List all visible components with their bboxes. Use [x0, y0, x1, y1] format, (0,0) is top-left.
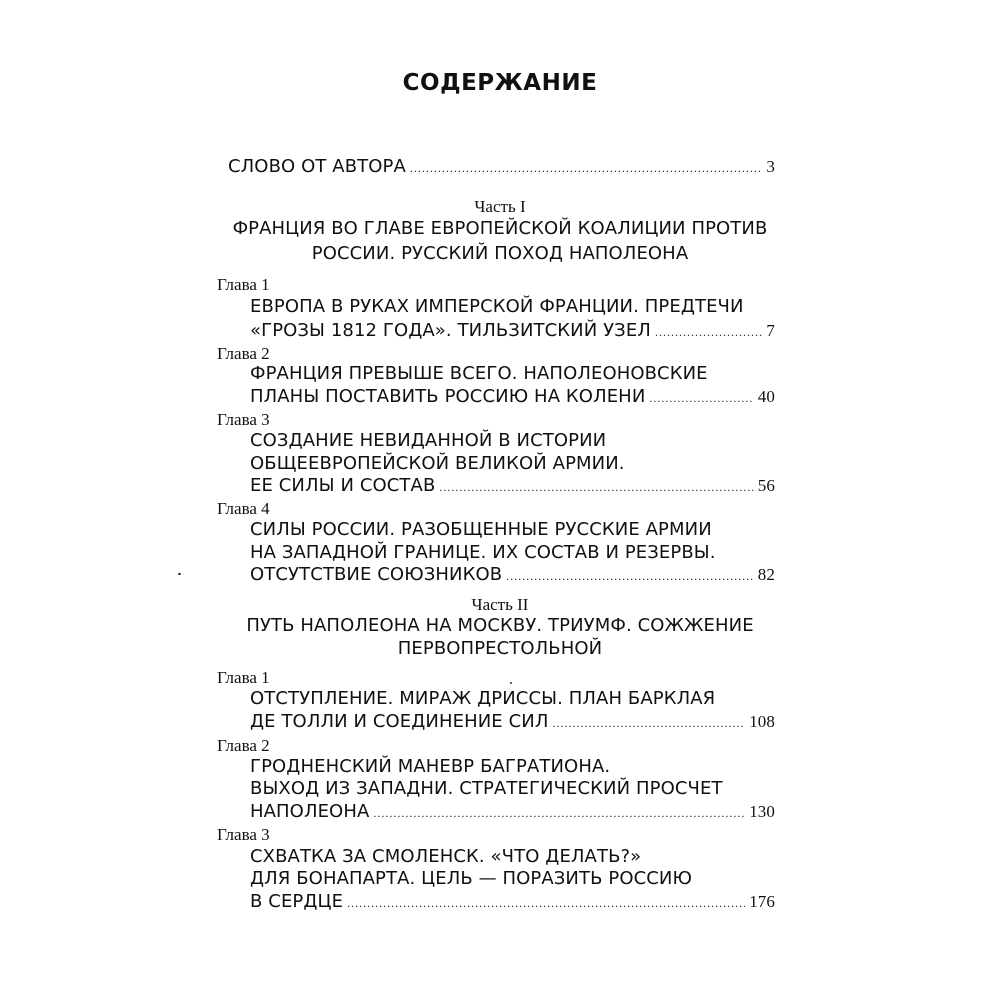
chapter-title-line: ЕЕ СИЛЫ И СОСТАВ — [250, 475, 436, 496]
toc-entry-chapter — [250, 566, 775, 584]
chapter-title-line: «ГРОЗЫ 1812 ГОДА». ТИЛЬЗИТСКИЙ УЗЕЛ — [250, 320, 651, 341]
page-title: СОДЕРЖАНИЕ — [402, 70, 598, 96]
page-number: 130 — [749, 802, 775, 821]
chapter-title-line: ОБЩЕЕВРОПЕЙСКОЙ ВЕЛИКОЙ АРМИИ. — [250, 453, 625, 474]
chapter-title-line: ДЕ ТОЛЛИ И СОЕДИНЕНИЕ СИЛ — [250, 711, 549, 732]
chapter-label: Глава 4 — [217, 499, 270, 518]
part-title-line: РОССИИ. РУССКИЙ ПОХОД НАПОЛЕОНА — [311, 243, 689, 264]
page-number: 108 — [749, 712, 775, 731]
part-label: Часть I — [474, 197, 526, 216]
page-number: 7 — [766, 321, 775, 340]
dot-leader — [439, 481, 753, 493]
chapter-label: Глава 3 — [217, 825, 270, 844]
page-number: 82 — [757, 565, 775, 584]
dot-leader — [347, 897, 745, 909]
part-title-line: ФРАНЦИЯ ВО ГЛАВЕ ЕВРОПЕЙСКОЙ КОАЛИЦИИ ПРОТИВ — [232, 218, 768, 239]
chapter-title-line: СХВАТКА ЗА СМОЛЕНСК. «ЧТО ДЕЛАТЬ?» — [250, 846, 642, 867]
toc-entry-label: СЛОВО ОТ АВТОРА — [228, 156, 406, 177]
toc-entry-chapter — [250, 803, 775, 821]
dot-leader — [410, 162, 763, 174]
dot-leader — [649, 392, 753, 404]
page-number: 40 — [757, 387, 775, 406]
chapter-label: Глава 2 — [217, 736, 270, 755]
chapter-title-line: НА ЗАПАДНОЙ ГРАНИЦЕ. ИХ СОСТАВ И РЕЗЕРВЫ. — [250, 542, 716, 563]
dot-leader — [552, 717, 745, 729]
page-number: 56 — [757, 476, 775, 495]
chapter-title-line: ЕВРОПА В РУКАХ ИМПЕРСКОЙ ФРАНЦИИ. ПРЕДТЕЧИ — [250, 296, 744, 317]
dot-leader — [506, 570, 754, 582]
chapter-title-line: ОТСУТСТВИЕ СОЮЗНИКОВ — [250, 564, 503, 585]
page-number: 3 — [766, 157, 775, 176]
chapter-title-line: НАПОЛЕОНА — [250, 801, 370, 822]
chapter-title-line: ОТСТУПЛЕНИЕ. МИРАЖ ДРИССЫ. ПЛАН БАРКЛАЯ — [250, 688, 716, 709]
part-title-line: ПУТЬ НАПОЛЕОНА НА МОСКВУ. ТРИУМФ. СОЖЖЕНИЕ — [246, 615, 754, 636]
dot-leader — [373, 807, 745, 819]
chapter-label: Глава 1 — [217, 275, 270, 294]
chapter-title-line: СОЗДАНИЕ НЕВИДАННОЙ В ИСТОРИИ — [250, 430, 607, 451]
chapter-label: Глава 2 — [217, 344, 270, 363]
scan-speck — [510, 682, 512, 684]
chapter-title-line: ГРОДНЕНСКИЙ МАНЕВР БАГРАТИОНА. — [250, 756, 611, 777]
page-number: 176 — [749, 892, 775, 911]
chapter-title-line: ПЛАНЫ ПОСТАВИТЬ РОССИЮ НА КОЛЕНИ — [250, 386, 646, 407]
chapter-label: Глава 1 — [217, 668, 270, 687]
toc-entry-chapter — [250, 713, 775, 731]
chapter-title-line: ВЫХОД ИЗ ЗАПАДНИ. СТРАТЕГИЧЕСКИЙ ПРОСЧЕТ — [250, 778, 723, 799]
chapter-title-line: ДЛЯ БОНАПАРТА. ЦЕЛЬ — ПОРАЗИТЬ РОССИЮ — [250, 868, 693, 889]
chapter-title-line: В СЕРДЦЕ — [250, 891, 344, 912]
chapter-title-line: СИЛЫ РОССИИ. РАЗОБЩЕННЫЕ РУССКИЕ АРМИИ — [250, 519, 712, 540]
toc-entry-chapter — [250, 893, 775, 911]
part-label: Часть II — [471, 595, 529, 614]
toc-entry-chapter — [250, 477, 775, 495]
toc-entry-intro — [228, 158, 775, 176]
toc-entry-chapter — [250, 388, 775, 406]
part-title-line: ПЕРВОПРЕСТОЛЬНОЙ — [397, 638, 603, 659]
chapter-title-line: ФРАНЦИЯ ПРЕВЫШЕ ВСЕГО. НАПОЛЕОНОВСКИЕ — [250, 363, 708, 384]
dot-leader — [655, 326, 762, 338]
toc-entry-chapter — [250, 322, 775, 340]
chapter-label: Глава 3 — [217, 410, 270, 429]
scan-speck — [178, 573, 181, 575]
